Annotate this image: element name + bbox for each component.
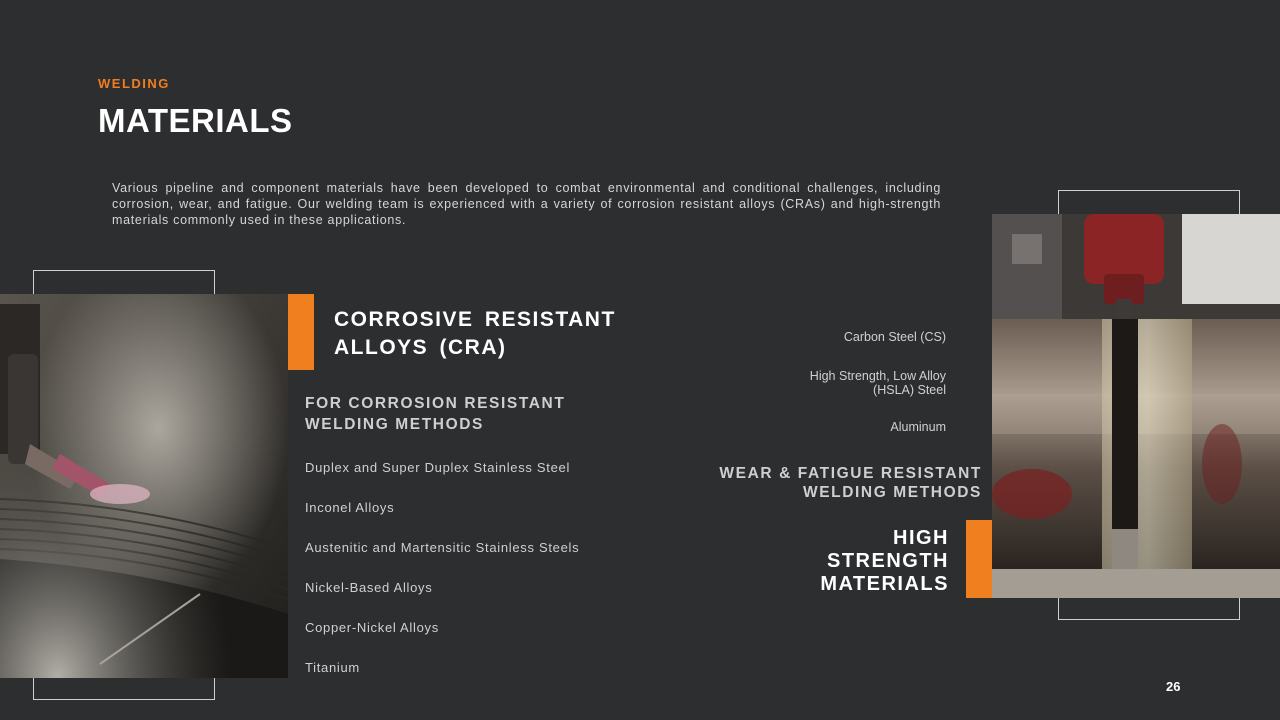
- intro-paragraph: Various pipeline and component materials have been developed to combat environmental and conditional challenges, including corrosion, wear, and fatigue. Our welding team is experienced with a variety of corrosion resistant alloys (CRAs) and high-strength materials commonly used in these applications.: [112, 181, 941, 227]
- high-strength-title: [820, 527, 949, 596]
- list-item: Inconel Alloys: [305, 500, 395, 515]
- cra-material-list: [305, 460, 579, 700]
- cra-title-line-2: ALLOYS (CRA): [334, 336, 507, 359]
- page-number: 26: [1166, 679, 1181, 694]
- cra-subtitle-line-1: FOR CORROSION RESISTANT: [305, 395, 566, 412]
- high-strength-title-line-3: MATERIALS: [820, 573, 949, 595]
- high-strength-accent-bar: [966, 520, 992, 598]
- list-item: Titanium: [305, 660, 360, 675]
- high-strength-subtitle: [682, 464, 982, 502]
- list-item: Aluminum: [890, 420, 946, 434]
- list-item: High Strength, Low Alloy (HSLA) Steel: [809, 369, 946, 397]
- cra-accent-bar: [288, 294, 314, 370]
- high-strength-subtitle-line-1: WEAR & FATIGUE RESISTANT: [719, 465, 982, 482]
- cra-title: [334, 306, 634, 362]
- list-item: Duplex and Super Duplex Stainless Steel: [305, 460, 571, 475]
- high-strength-title-line-2: STRENGTH: [827, 550, 949, 572]
- cra-subtitle-line-2: WELDING METHODS: [305, 416, 484, 433]
- list-item: Austenitic and Martensitic Stainless Steels: [305, 540, 580, 555]
- cra-title-line-1: CORROSIVE RESISTANT: [334, 308, 616, 331]
- high-strength-material-list: [810, 330, 946, 434]
- section-eyebrow: WELDING: [98, 76, 170, 91]
- welding-torch-photo: [0, 294, 288, 678]
- page-title: MATERIALS: [98, 102, 293, 139]
- high-strength-subtitle-line-2: WELDING METHODS: [803, 484, 982, 501]
- cra-subtitle: [305, 393, 605, 435]
- pipe-weld-photo: [992, 214, 1280, 598]
- list-item: Nickel-Based Alloys: [305, 580, 433, 595]
- list-item: Carbon Steel (CS): [843, 330, 946, 344]
- list-item: Copper-Nickel Alloys: [305, 620, 439, 635]
- high-strength-title-line-1: HIGH: [893, 527, 949, 549]
